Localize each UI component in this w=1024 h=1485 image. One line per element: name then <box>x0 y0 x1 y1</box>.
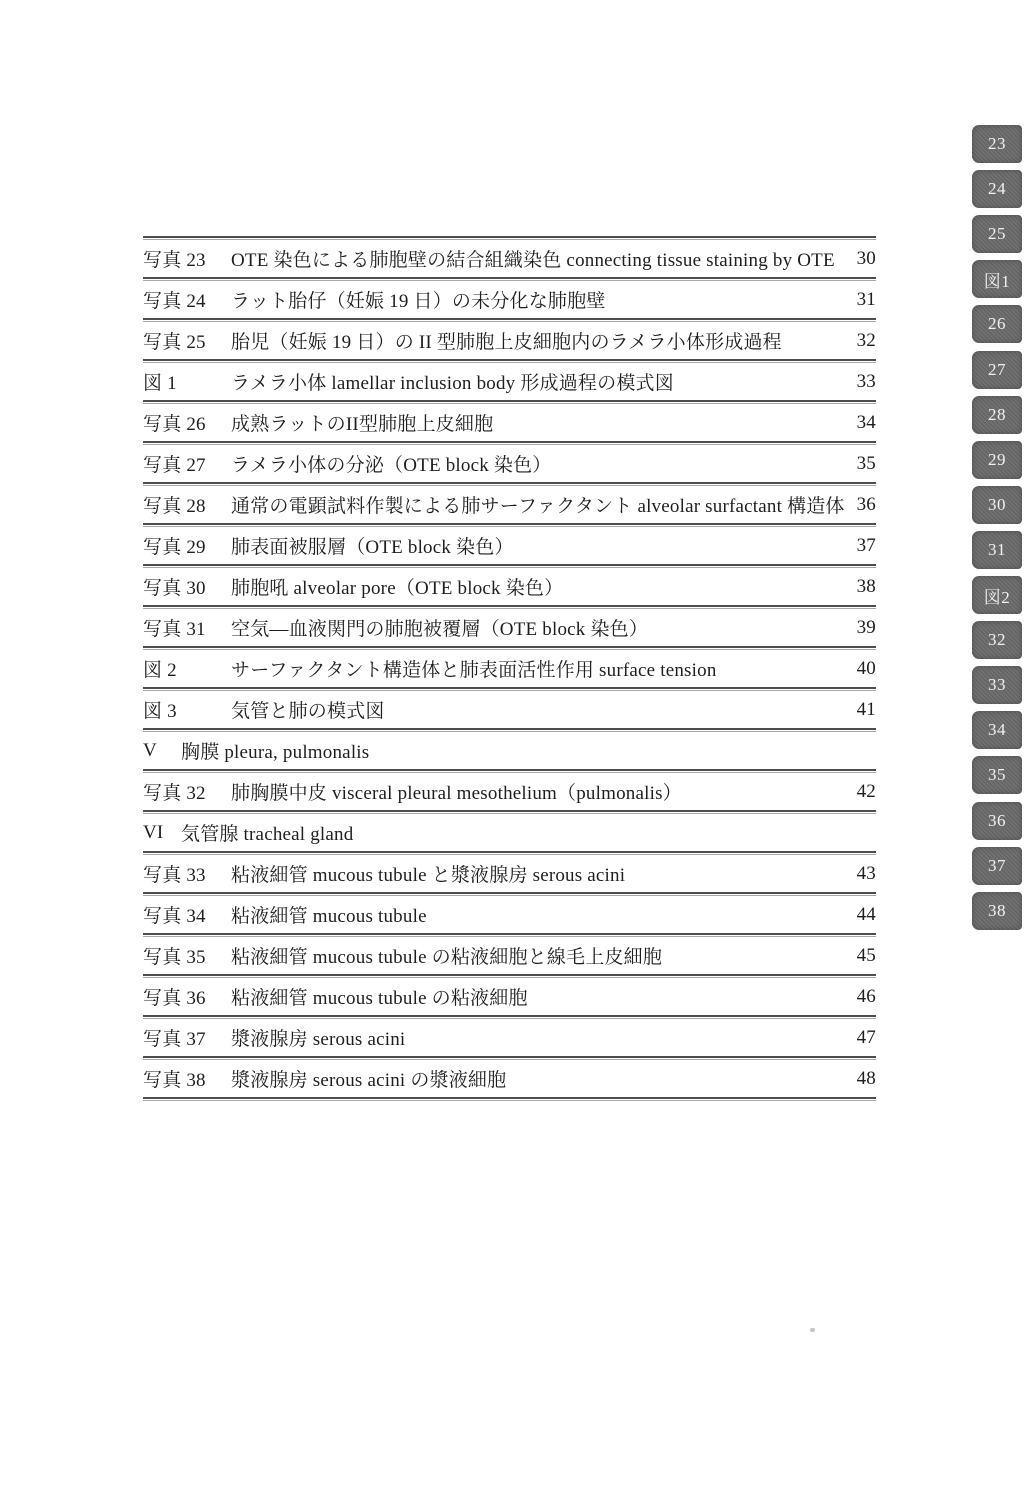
entry-title: ラメラ小体の分泌（OTE block 染色） <box>231 455 552 476</box>
section-numeral: VI <box>143 821 164 843</box>
entry-title: 漿液腺房 serous acini の漿液細胞 <box>231 1070 507 1091</box>
entry-title: 肺胸膜中皮 visceral pleural mesothelium（pulmonalis） <box>231 783 682 804</box>
entry-label: 写真 26 <box>143 414 206 435</box>
entry-page-number: 42 <box>856 780 876 802</box>
entry-title: 気管と肺の模式図 <box>231 701 385 722</box>
toc-entry-row <box>143 1019 876 1056</box>
index-tab-33: 33 <box>972 666 1022 704</box>
entry-label: 写真 35 <box>143 947 206 968</box>
section-title: 気管腺 tracheal gland <box>181 824 354 845</box>
index-tab-36: 36 <box>972 802 1022 840</box>
entry-title: 粘液細管 mucous tubule <box>231 906 427 927</box>
toc-entry-row <box>143 773 876 810</box>
entry-page-number: 34 <box>856 411 876 433</box>
entry-title: ラメラ小体 lamellar inclusion body 形成過程の模式図 <box>231 373 674 394</box>
entry-label: 写真 37 <box>143 1029 206 1050</box>
toc-entry-row <box>143 404 876 441</box>
toc-entry-row <box>143 240 876 277</box>
entry-label: 図 3 <box>143 701 177 722</box>
toc-entry-row <box>143 322 876 359</box>
entry-page-number: 33 <box>856 370 876 392</box>
toc-section-row <box>143 814 876 851</box>
entry-page-number: 31 <box>856 288 876 310</box>
entry-label: 図 1 <box>143 373 177 394</box>
entry-label: 写真 23 <box>143 250 206 271</box>
index-tab-図1: 図1 <box>972 260 1022 298</box>
entry-label: 写真 38 <box>143 1070 206 1091</box>
entry-page-number: 46 <box>856 985 876 1007</box>
toc-entry-row <box>143 978 876 1015</box>
entry-page-number: 47 <box>856 1026 876 1048</box>
index-tab-図2: 図2 <box>972 576 1022 614</box>
toc-entry-row <box>143 1060 876 1097</box>
scan-speck <box>810 1328 815 1332</box>
toc-entry-row <box>143 937 876 974</box>
toc-section-row <box>143 732 876 769</box>
entry-title: 成熟ラットのII型肺胞上皮細胞 <box>231 414 494 435</box>
index-tab-24: 24 <box>972 170 1022 208</box>
entry-title: 通常の電顕試料作製による肺サーファクタント alveolar surfactant 構造体 <box>231 496 845 517</box>
toc-entry-row <box>143 609 876 646</box>
entry-page-number: 36 <box>856 493 876 515</box>
entry-title: 粘液細管 mucous tubule の粘液細胞と線毛上皮細胞 <box>231 947 663 968</box>
entry-page-number: 43 <box>856 862 876 884</box>
toc-entry-row <box>143 691 876 728</box>
toc-entry-row <box>143 527 876 564</box>
entry-title: 肺表面被服層（OTE block 染色） <box>231 537 514 558</box>
entry-title: 粘液細管 mucous tubule の粘液細胞 <box>231 988 528 1009</box>
index-tab-32: 32 <box>972 621 1022 659</box>
toc-entry-row <box>143 363 876 400</box>
entry-page-number: 30 <box>856 247 876 269</box>
entry-label: 写真 31 <box>143 619 206 640</box>
index-tab-27: 27 <box>972 351 1022 389</box>
index-tab-31: 31 <box>972 531 1022 569</box>
entry-title: 空気―血液関門の肺胞被覆層（OTE block 染色） <box>231 619 649 640</box>
entry-page-number: 39 <box>856 616 876 638</box>
toc-table <box>143 236 876 1101</box>
toc-entry-row <box>143 896 876 933</box>
entry-page-number: 35 <box>856 452 876 474</box>
index-tab-28: 28 <box>972 396 1022 434</box>
section-title: 胸膜 pleura, pulmonalis <box>181 742 370 763</box>
entry-page-number: 45 <box>856 944 876 966</box>
entry-title: 肺胞吼 alveolar pore（OTE block 染色） <box>231 578 564 599</box>
entry-label: 写真 29 <box>143 537 206 558</box>
entry-label: 写真 34 <box>143 906 206 927</box>
entry-label: 写真 30 <box>143 578 206 599</box>
index-tab-38: 38 <box>972 892 1022 930</box>
entry-label: 写真 25 <box>143 332 206 353</box>
entry-label: 写真 24 <box>143 291 206 312</box>
entry-page-number: 41 <box>856 698 876 720</box>
index-tab-34: 34 <box>972 711 1022 749</box>
section-numeral: V <box>143 739 157 761</box>
index-tab-25: 25 <box>972 215 1022 253</box>
entry-label: 図 2 <box>143 660 177 681</box>
toc-entry-row <box>143 486 876 523</box>
entry-label: 写真 33 <box>143 865 206 886</box>
entry-page-number: 40 <box>856 657 876 679</box>
index-tab-23: 23 <box>972 125 1022 163</box>
entry-title: 胎児（妊娠 19 日）の II 型肺胞上皮細胞内のラメラ小体形成過程 <box>231 332 782 353</box>
entry-page-number: 48 <box>856 1067 876 1089</box>
entry-title: 漿液腺房 serous acini <box>231 1029 406 1050</box>
index-tab-30: 30 <box>972 486 1022 524</box>
divider-rule <box>143 1097 876 1101</box>
entry-title: OTE 染色による肺胞壁の結合組織染色 connecting tissue staining by OTE <box>231 250 835 271</box>
toc-entry-row <box>143 855 876 892</box>
entry-label: 写真 28 <box>143 496 206 517</box>
entry-page-number: 44 <box>856 903 876 925</box>
entry-page-number: 38 <box>856 575 876 597</box>
entry-label: 写真 36 <box>143 988 206 1009</box>
entry-label: 写真 27 <box>143 455 206 476</box>
toc-entry-row <box>143 568 876 605</box>
entry-page-number: 32 <box>856 329 876 351</box>
entry-label: 写真 32 <box>143 783 206 804</box>
entry-title: ラット胎仔（妊娠 19 日）の未分化な肺胞壁 <box>231 291 606 312</box>
index-tab-29: 29 <box>972 441 1022 479</box>
entry-page-number: 37 <box>856 534 876 556</box>
index-tab-37: 37 <box>972 847 1022 885</box>
index-tab-35: 35 <box>972 756 1022 794</box>
toc-entry-row <box>143 281 876 318</box>
entry-title: 粘液細管 mucous tubule と漿液腺房 serous acini <box>231 865 626 886</box>
index-tab-26: 26 <box>972 305 1022 343</box>
toc-entry-row <box>143 650 876 687</box>
toc-entry-row <box>143 445 876 482</box>
entry-title: サーファクタント構造体と肺表面活性作用 surface tension <box>231 660 717 681</box>
